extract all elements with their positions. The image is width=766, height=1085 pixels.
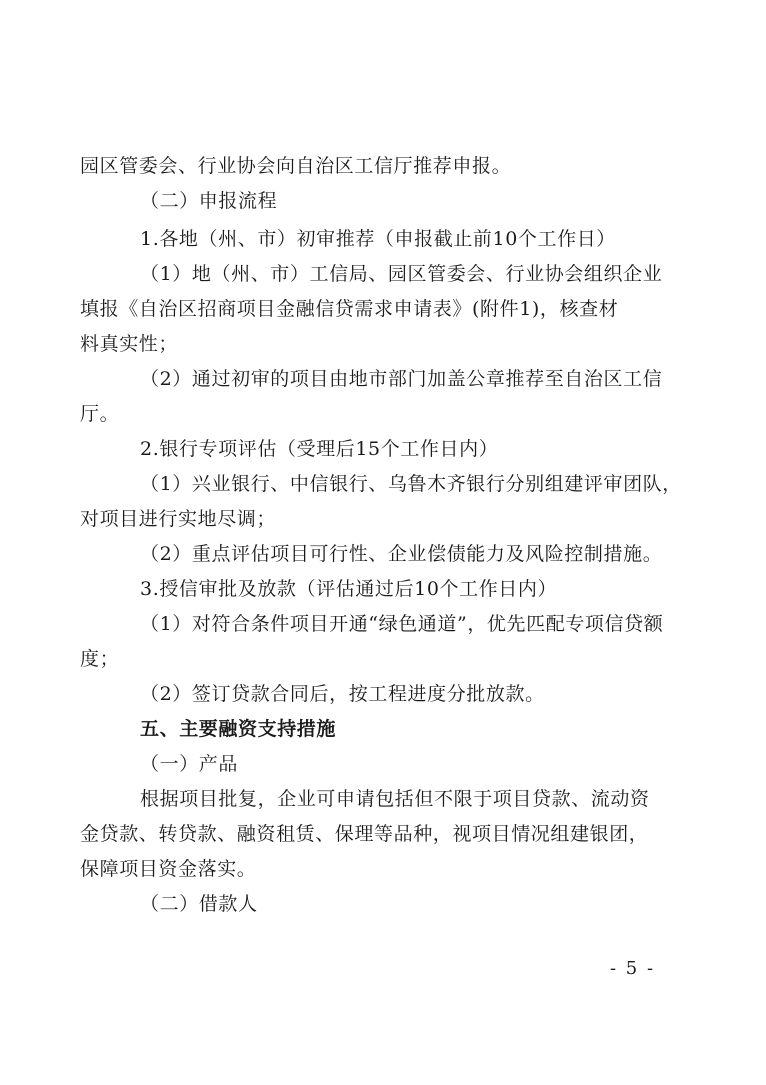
- text-line: 度；: [80, 648, 120, 670]
- page-number: - 5 -: [610, 958, 656, 979]
- text-line: （2）重点评估项目可行性、企业偿债能力及风险控制措施。: [140, 543, 663, 565]
- step-heading: 1.各地（州、市）初审推荐（申报截止前10个工作日）: [140, 228, 616, 250]
- text-line: 金贷款、转贷款、融资租赁、保理等品种，视项目情况组建银团，: [80, 823, 649, 845]
- section-heading: （二）借款人: [140, 893, 258, 915]
- text-line: 对项目进行实地尽调；: [80, 508, 277, 530]
- text-line: （2）通过初审的项目由地市部门加盖公章推荐至自治区工信: [140, 368, 663, 390]
- step-heading: 2.银行专项评估（受理后15个工作日内）: [140, 438, 499, 460]
- chapter-heading: 五、主要融资支持措施: [140, 718, 337, 740]
- text-line: （1）兴业银行、中信银行、乌鲁木齐银行分别组建评审团队，: [140, 473, 682, 495]
- text-line: 料真实性；: [80, 333, 179, 355]
- text-line: 保障项目资金落实。: [80, 858, 257, 880]
- text-line: （1）地（州、市）工信局、园区管委会、行业协会组织企业: [140, 263, 663, 285]
- step-heading: 3.授信审批及放款（评估通过后10个工作日内）: [140, 578, 558, 600]
- text-line: 厅。: [80, 403, 120, 425]
- text-line: 填报《自治区招商项目金融信贷需求申请表》(附件1)，核查材: [80, 298, 619, 320]
- section-heading: （一）产品: [140, 753, 239, 775]
- section-heading: （二）申报流程: [140, 190, 278, 212]
- text-line: 园区管委会、行业协会向自治区工信厅推荐申报。: [80, 155, 512, 177]
- text-line: 根据项目批复，企业可申请包括但不限于项目贷款、流动资: [140, 788, 650, 810]
- text-line: （1）对符合条件项目开通“绿色通道”，优先匹配专项信贷额: [140, 613, 664, 635]
- text-line: （2）签订贷款合同后，按工程进度分批放款。: [140, 683, 545, 705]
